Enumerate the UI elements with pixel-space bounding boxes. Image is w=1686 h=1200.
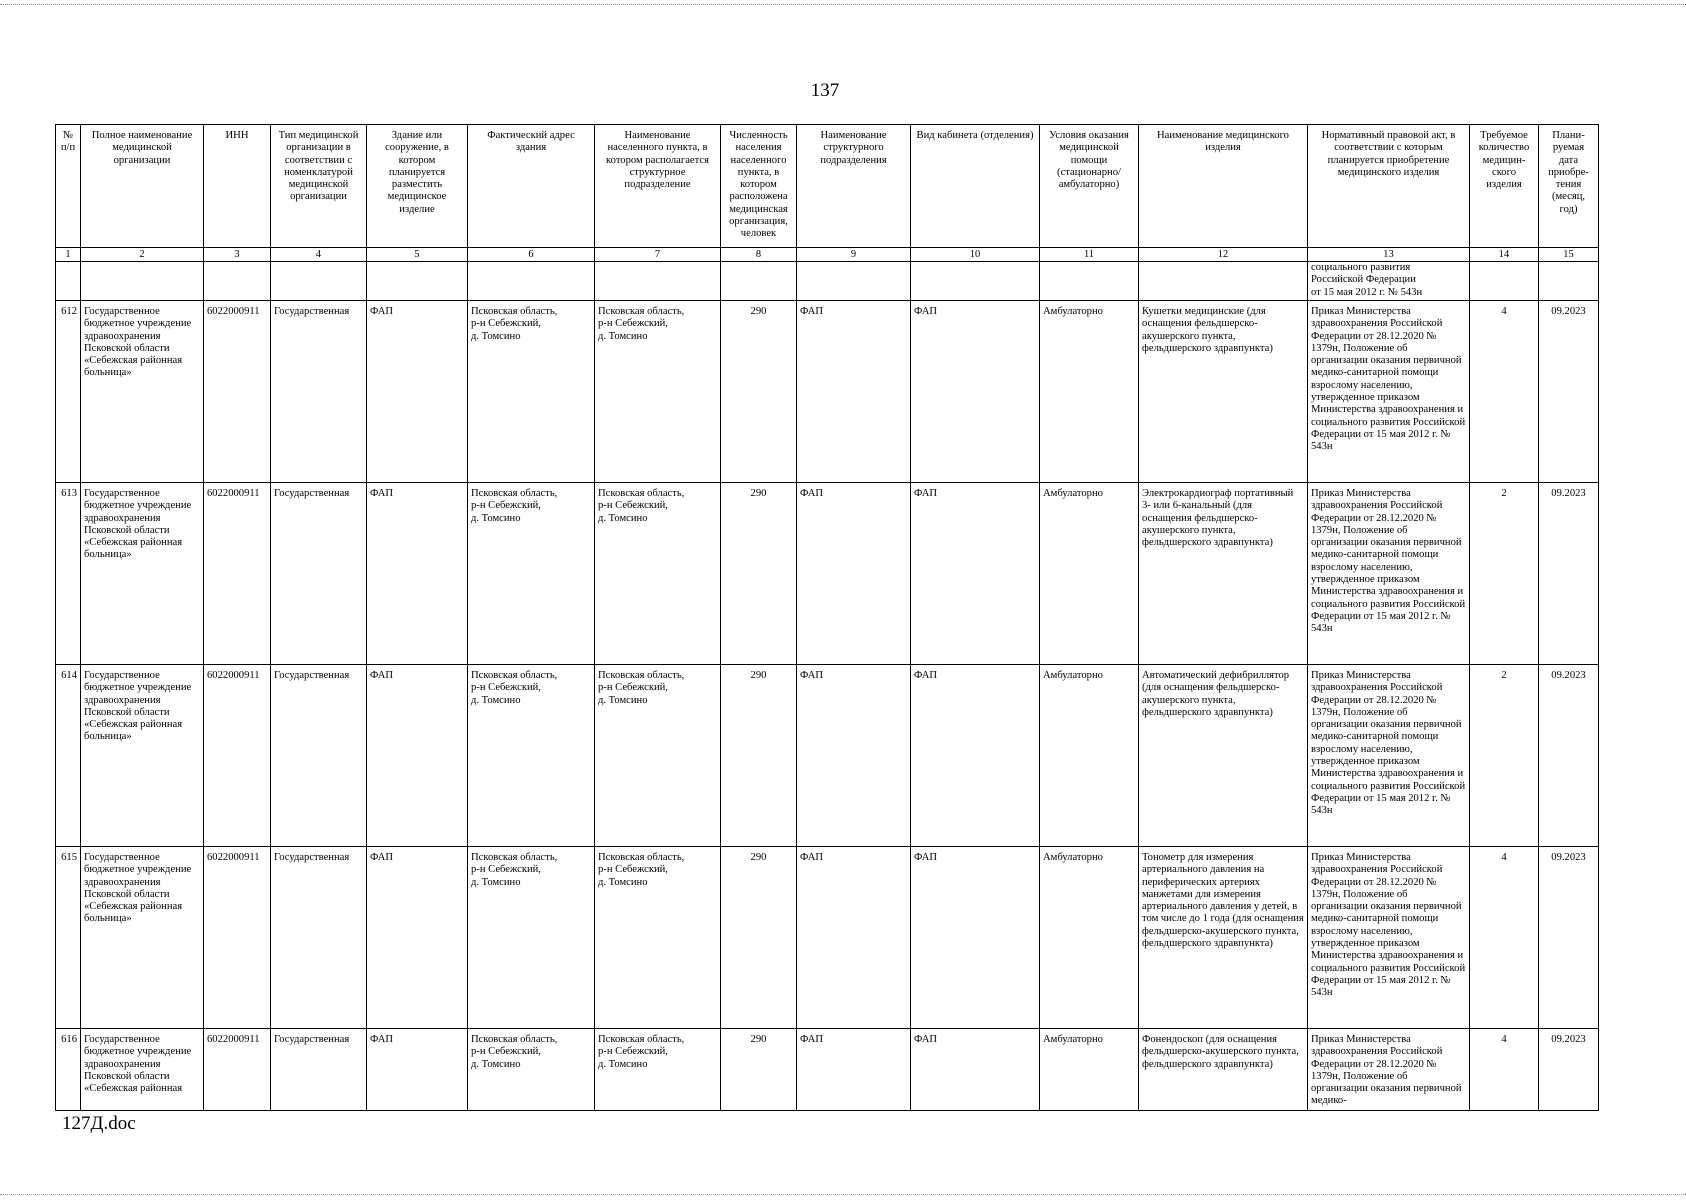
building-cell: ФАП — [367, 301, 468, 483]
building-cell: ФАП — [367, 847, 468, 1029]
column-number: 1 — [56, 248, 81, 262]
inn-cell: 6022000911 — [204, 301, 271, 483]
empty-cell — [271, 262, 367, 301]
building-cell: ФАП — [367, 665, 468, 847]
continuation-act-text: социального развития Российской Федерации от 15 мая 2012 г. № 543н — [1308, 262, 1470, 301]
table-row — [56, 301, 1599, 483]
column-number: 15 — [1539, 248, 1599, 262]
column-number: 2 — [81, 248, 204, 262]
row-number-cell: 612 — [56, 301, 81, 483]
header-cell-5: Здание или сооружение, в котором планируется разместить медицинское изделие — [367, 125, 468, 248]
legal-act-cell: Приказ Министерства здравоохранения Российской Федерации от 28.12.2020 № 1379н, Положение об организации оказания первичной медико-санитарной помощи взрослому населению, утвержденное приказом Министерства здравоохранения и социального развития Российской Федерации от 15 мая 2012 г. № 543н — [1308, 301, 1470, 483]
column-number: 5 — [367, 248, 468, 262]
column-number: 7 — [595, 248, 721, 262]
empty-cell — [1539, 262, 1599, 301]
settlement-cell: Псковская область, р-н Себежский, д. Томсино — [595, 483, 721, 665]
table-row — [56, 665, 1599, 847]
column-number-row — [56, 248, 1599, 262]
org-type-cell: Государственная — [271, 483, 367, 665]
header-cell-11: Условия оказания медицинской помощи (стационарно/ амбулаторно) — [1040, 125, 1139, 248]
cabinet-cell: ФАП — [911, 665, 1040, 847]
header-cell-8: Численность населения населенного пункта, в котором расположена медицинская организация, человек — [721, 125, 797, 248]
conditions-cell: Амбулаторно — [1040, 483, 1139, 665]
header-cell-12: Наименование медицинского изделия — [1139, 125, 1308, 248]
org-type-cell: Государственная — [271, 847, 367, 1029]
column-number: 6 — [468, 248, 595, 262]
header-cell-10: Вид кабинета (отделения) — [911, 125, 1040, 248]
organization-cell: Государственное бюджетное учреждение здравоохранения Псковской области «Себежская районная больница» — [81, 301, 204, 483]
building-cell: ФАП — [367, 1029, 468, 1111]
org-type-cell: Государственная — [271, 301, 367, 483]
header-cell-7: Наименование населенного пункта, в котором располагается структурное подразделение — [595, 125, 721, 248]
page-number: 137 — [810, 80, 840, 101]
column-number: 3 — [204, 248, 271, 262]
population-cell: 290 — [721, 1029, 797, 1111]
conditions-cell: Амбулаторно — [1040, 847, 1139, 1029]
table-row — [56, 1029, 1599, 1111]
empty-cell — [721, 262, 797, 301]
quantity-cell: 2 — [1470, 665, 1539, 847]
date-cell: 09.2023 — [1539, 301, 1599, 483]
column-number: 13 — [1308, 248, 1470, 262]
table-row — [56, 847, 1599, 1029]
continuation-row — [56, 262, 1599, 301]
device-cell: Электрокардиограф портативный 3- или 6-канальный (для оснащения фельдшерско-акушерского пункта, фельдшерского здравпункта) — [1139, 483, 1308, 665]
header-cell-4: Тип медицинской организации в соответствии с номенклатурой медицинской организации — [271, 125, 367, 248]
unit-cell: ФАП — [797, 665, 911, 847]
org-type-cell: Государственная — [271, 665, 367, 847]
empty-cell — [911, 262, 1040, 301]
unit-cell: ФАП — [797, 847, 911, 1029]
population-cell: 290 — [721, 301, 797, 483]
inn-cell: 6022000911 — [204, 483, 271, 665]
empty-cell — [797, 262, 911, 301]
address-cell: Псковская область, р-н Себежский, д. Томсино — [468, 665, 595, 847]
header-cell-15: Плани-руемая дата приобре-тения (месяц, год) — [1539, 125, 1599, 248]
empty-cell — [468, 262, 595, 301]
conditions-cell: Амбулаторно — [1040, 1029, 1139, 1111]
header-cell-13: Нормативный правовой акт, в соответствии с которым планируется приобретение медицинского изделия — [1308, 125, 1470, 248]
column-number: 9 — [797, 248, 911, 262]
settlement-cell: Псковская область, р-н Себежский, д. Томсино — [595, 665, 721, 847]
cabinet-cell: ФАП — [911, 483, 1040, 665]
registry-table — [55, 124, 1599, 1111]
settlement-cell: Псковская область, р-н Себежский, д. Томсино — [595, 301, 721, 483]
footer-filename: 127Д.doc — [62, 1113, 136, 1134]
population-cell: 290 — [721, 483, 797, 665]
cabinet-cell: ФАП — [911, 847, 1040, 1029]
header-cell-1: № п/п — [56, 125, 81, 248]
row-number-cell: 614 — [56, 665, 81, 847]
organization-cell: Государственное бюджетное учреждение здравоохранения Псковской области «Себежская районная — [81, 1029, 204, 1111]
empty-cell — [204, 262, 271, 301]
column-number: 12 — [1139, 248, 1308, 262]
inn-cell: 6022000911 — [204, 847, 271, 1029]
legal-act-cell: Приказ Министерства здравоохранения Российской Федерации от 28.12.2020 № 1379н, Положение об организации оказания первичной медико-санитарной помощи взрослому населению, утвержденное приказом Министерства здравоохранения и социального развития Российской Федерации от 15 мая 2012 г. № 543н — [1308, 847, 1470, 1029]
header-cell-3: ИНН — [204, 125, 271, 248]
header-cell-2: Полное наименование медицинской организации — [81, 125, 204, 248]
unit-cell: ФАП — [797, 483, 911, 665]
row-number-cell: 615 — [56, 847, 81, 1029]
column-number: 8 — [721, 248, 797, 262]
organization-cell: Государственное бюджетное учреждение здравоохранения Псковской области «Себежская районная больница» — [81, 847, 204, 1029]
header-cell-9: Наименование структурного подразделения — [797, 125, 911, 248]
header-cell-14: Требуемое количество медицин-ского изделия — [1470, 125, 1539, 248]
date-cell: 09.2023 — [1539, 483, 1599, 665]
quantity-cell: 4 — [1470, 847, 1539, 1029]
quantity-cell: 4 — [1470, 1029, 1539, 1111]
quantity-cell: 2 — [1470, 483, 1539, 665]
unit-cell: ФАП — [797, 1029, 911, 1111]
date-cell: 09.2023 — [1539, 665, 1599, 847]
row-number-cell: 613 — [56, 483, 81, 665]
inn-cell: 6022000911 — [204, 665, 271, 847]
unit-cell: ФАП — [797, 301, 911, 483]
settlement-cell: Псковская область, р-н Себежский, д. Томсино — [595, 1029, 721, 1111]
device-cell: Автоматический дефибриллятор (для оснащения фельдшерско-акушерского пункта, фельдшерского здравпункта) — [1139, 665, 1308, 847]
empty-cell — [81, 262, 204, 301]
inn-cell: 6022000911 — [204, 1029, 271, 1111]
header-row — [56, 125, 1599, 248]
building-cell: ФАП — [367, 483, 468, 665]
organization-cell: Государственное бюджетное учреждение здравоохранения Псковской области «Себежская районная больница» — [81, 665, 204, 847]
date-cell: 09.2023 — [1539, 847, 1599, 1029]
conditions-cell: Амбулаторно — [1040, 665, 1139, 847]
population-cell: 290 — [721, 847, 797, 1029]
empty-cell — [1040, 262, 1139, 301]
device-cell: Фонендоскоп (для оснащения фельдшерско-акушерского пункта, фельдшерского здравпункта) — [1139, 1029, 1308, 1111]
settlement-cell: Псковская область, р-н Себежский, д. Томсино — [595, 847, 721, 1029]
cabinet-cell: ФАП — [911, 1029, 1040, 1111]
device-cell: Кушетки медицинские (для оснащения фельдшерско-акушерского пункта, фельдшерского здравпункта) — [1139, 301, 1308, 483]
table-row — [56, 483, 1599, 665]
quantity-cell: 4 — [1470, 301, 1539, 483]
empty-cell — [367, 262, 468, 301]
empty-cell — [1470, 262, 1539, 301]
address-cell: Псковская область, р-н Себежский, д. Томсино — [468, 483, 595, 665]
org-type-cell: Государственная — [271, 1029, 367, 1111]
legal-act-cell: Приказ Министерства здравоохранения Российской Федерации от 28.12.2020 № 1379н, Положение об организации оказания первичной медико- — [1308, 1029, 1470, 1111]
header-cell-6: Фактический адрес здания — [468, 125, 595, 248]
address-cell: Псковская область, р-н Себежский, д. Томсино — [468, 301, 595, 483]
device-cell: Тонометр для измерения артериального давления на периферических артериях манжетами для измерения артериального давления у детей, в том числе до 1 года (для оснащения фельдшерско-акушерского пункта, фельдшерского здравпункта) — [1139, 847, 1308, 1029]
column-number: 11 — [1040, 248, 1139, 262]
population-cell: 290 — [721, 665, 797, 847]
table-body — [56, 125, 1599, 1111]
column-number: 14 — [1470, 248, 1539, 262]
empty-cell — [1139, 262, 1308, 301]
legal-act-cell: Приказ Министерства здравоохранения Российской Федерации от 28.12.2020 № 1379н, Положение об организации оказания первичной медико-санитарной помощи взрослому населению, утвержденное приказом Министерства здравоохранения и социального развития Российской Федерации от 15 мая 2012 г. № 543н — [1308, 483, 1470, 665]
organization-cell: Государственное бюджетное учреждение здравоохранения Псковской области «Себежская районная больница» — [81, 483, 204, 665]
address-cell: Псковская область, р-н Себежский, д. Томсино — [468, 847, 595, 1029]
column-number: 4 — [271, 248, 367, 262]
conditions-cell: Амбулаторно — [1040, 301, 1139, 483]
empty-cell — [595, 262, 721, 301]
column-number: 10 — [911, 248, 1040, 262]
legal-act-cell: Приказ Министерства здравоохранения Российской Федерации от 28.12.2020 № 1379н, Положение об организации оказания первичной медико-санитарной помощи взрослому населению, утвержденное приказом Министерства здравоохранения и социального развития Российской Федерации от 15 мая 2012 г. № 543н — [1308, 665, 1470, 847]
scan-edge-top — [0, 0, 1686, 5]
cabinet-cell: ФАП — [911, 301, 1040, 483]
empty-cell — [56, 262, 81, 301]
address-cell: Псковская область, р-н Себежский, д. Томсино — [468, 1029, 595, 1111]
date-cell: 09.2023 — [1539, 1029, 1599, 1111]
row-number-cell: 616 — [56, 1029, 81, 1111]
scan-edge-bottom — [0, 1194, 1686, 1198]
